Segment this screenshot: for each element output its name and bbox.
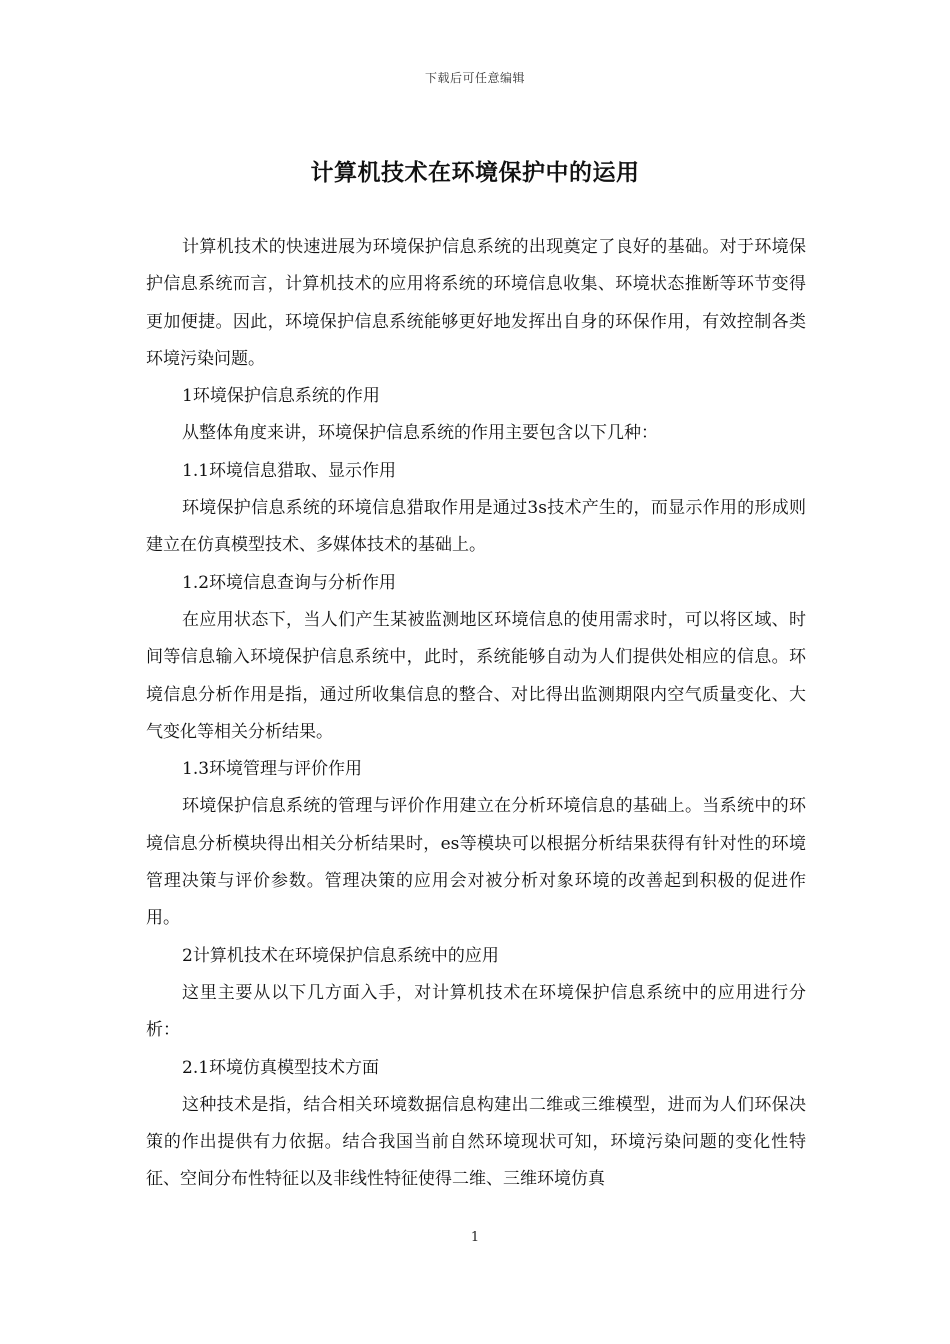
section-heading-1-1: 1.1环境信息猎取、显示作用 (182, 460, 397, 481)
section-heading-2-1: 2.1环境仿真模型技术方面 (182, 1057, 380, 1078)
page-number: 1 (470, 1230, 480, 1245)
section-heading-1-2: 1.2环境信息查询与分析作用 (182, 572, 397, 593)
paragraph: 这种技术是指，结合相关环境数据信息构建出二维或三维模型，进而为人们环保决策的作出提供有力依据。结合我国当前自然环境现状可知，环境污染问题的变化性特征、空间分布性特征以及非线性特征使得二维、三维环境仿真 (146, 1094, 806, 1190)
section-heading-2: 2计算机技术在环境保护信息系统中的应用 (182, 945, 499, 966)
paragraph: 在应用状态下，当人们产生某被监测地区环境信息的使用需求时，可以将区域、时间等信息输入环境保护信息系统中，此时，系统能够自动为人们提供处相应的信息。环境信息分析作用是指，通过所收集信息的整合、对比得出监测期限内空气质量变化、大气变化等相关分析结果。 (146, 609, 806, 742)
intro-paragraph: 计算机技术的快速进展为环境保护信息系统的出现奠定了良好的基础。对于环境保护信息系统而言，计算机技术的应用将系统的环境信息收集、环境状态推断等环节变得更加便捷。因此，环境保护信息系统能够更好地发挥出自身的环保作用，有效控制各类环境污染问题。 (146, 237, 806, 369)
paragraph: 从整体角度来讲，环境保护信息系统的作用主要包含以下几种： (182, 423, 658, 444)
document-body (146, 229, 806, 1199)
paragraph: 这里主要从以下几方面入手，对计算机技术在环境保护信息系统中的应用进行分析： (146, 982, 806, 1041)
document-title: 计算机技术在环境保护中的运用 (310, 160, 640, 186)
paragraph: 环境保护信息系统的环境信息猎取作用是通过3s技术产生的，而显示作用的形成则建立在仿真模型技术、多媒体技术的基础上。 (146, 498, 806, 556)
paragraph: 环境保护信息系统的管理与评价作用建立在分析环境信息的基础上。当系统中的环境信息分析模块得出相关分析结果时，es等模块可以根据分析结果获得有针对性的环境管理决策与评价参数。管理决策的应用会对被分析对象环境的改善起到积极的促进作用。 (146, 796, 806, 929)
section-heading-1: 1环境保护信息系统的作用 (182, 386, 380, 407)
section-heading-1-3: 1.3环境管理与评价作用 (182, 759, 363, 780)
header-note: 下载后可任意编辑 (424, 71, 525, 85)
